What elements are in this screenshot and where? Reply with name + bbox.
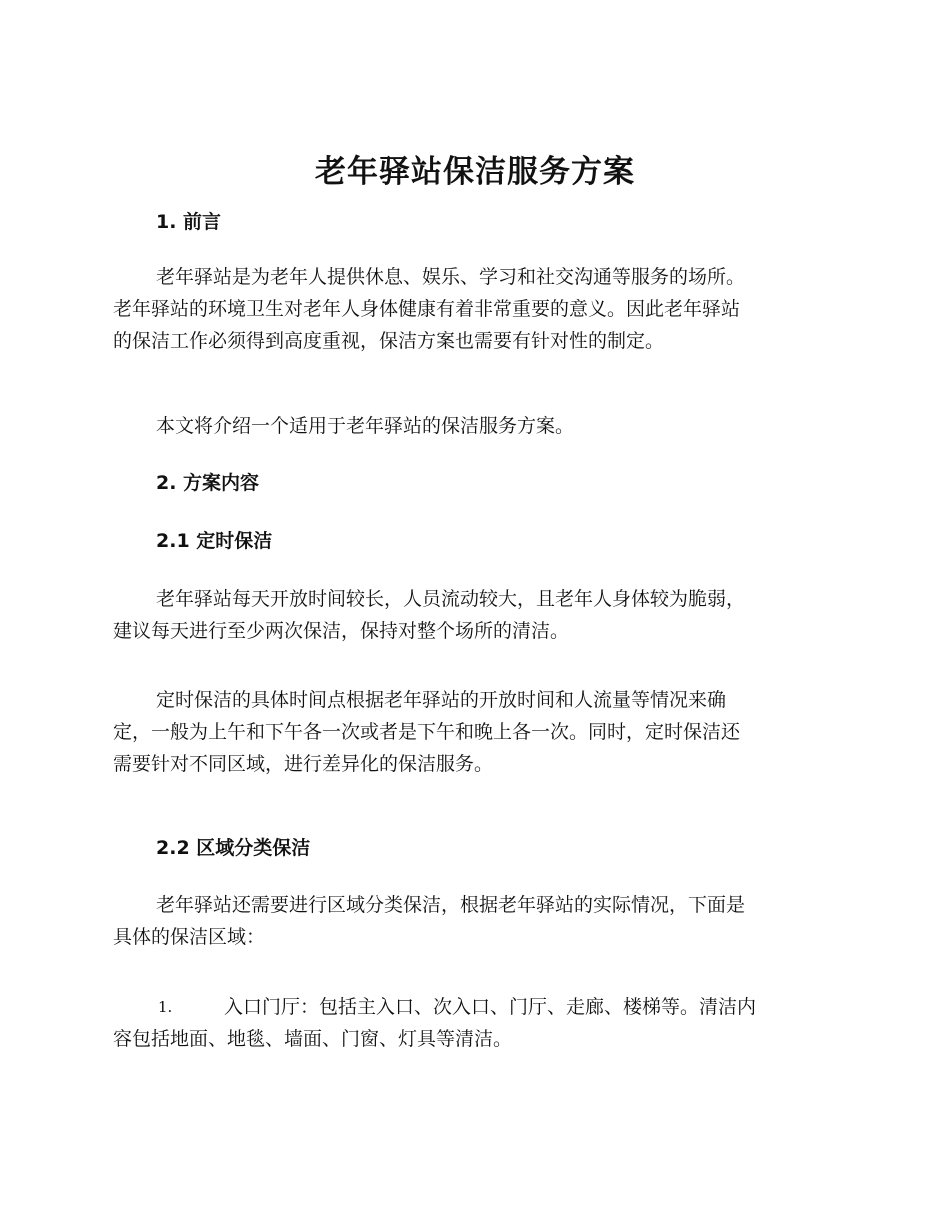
paragraph-line: 老年驿站是为老年人提供休息、娱乐、学习和社交沟通等服务的场所。 <box>156 266 746 288</box>
paragraph-line: 老年驿站的环境卫生对老年人身体健康有着非常重要的意义。因此老年驿站 <box>113 298 741 320</box>
list-item-line: 入口门厅：包括主入口、次入口、门厅、走廊、楼梯等。清洁内 <box>224 996 757 1018</box>
paragraph-line: 老年驿站每天开放时间较长，人员流动较大，且老年人身体较为脆弱， <box>156 588 746 610</box>
list-item <box>113 991 835 1055</box>
section-heading-intro: 1. 前言 <box>156 211 222 233</box>
paragraph-intro-2 <box>113 410 835 442</box>
paragraph-line: 定时保洁的具体时间点根据老年驿站的开放时间和人流量等情况来确 <box>156 689 727 711</box>
list-item-line: 容包括地面、地毯、墙面、门窗、灯具等清洁。 <box>113 1028 513 1050</box>
paragraph-line: 老年驿站还需要进行区域分类保洁，根据老年驿站的实际情况，下面是 <box>156 894 746 916</box>
paragraph-line: 具体的保洁区域： <box>113 926 266 948</box>
paragraph-line: 建议每天进行至少两次保洁，保持对整个场所的清洁。 <box>113 620 570 642</box>
paragraph-line: 本文将介绍一个适用于老年驿站的保洁服务方案。 <box>156 415 575 437</box>
paragraph-line: 的保洁工作必须得到高度重视，保洁方案也需要有针对性的制定。 <box>113 330 665 352</box>
paragraph-zone-1 <box>113 889 835 953</box>
paragraph-line: 需要针对不同区域，进行差异化的保洁服务。 <box>113 753 494 775</box>
document-title: 老年驿站保洁服务方案 <box>315 154 635 190</box>
section-heading-content: 2. 方案内容 <box>156 472 260 494</box>
paragraph-timed-2 <box>113 684 835 780</box>
subsection-heading-zone: 2.2 区域分类保洁 <box>156 837 311 859</box>
paragraph-intro-1 <box>113 261 835 357</box>
paragraph-line: 定，一般为上午和下午各一次或者是下午和晚上各一次。同时，定时保洁还 <box>113 721 741 743</box>
list-item-number: 1. <box>158 998 173 1016</box>
paragraph-timed-1 <box>113 583 835 647</box>
subsection-heading-timed: 2.1 定时保洁 <box>156 530 273 552</box>
